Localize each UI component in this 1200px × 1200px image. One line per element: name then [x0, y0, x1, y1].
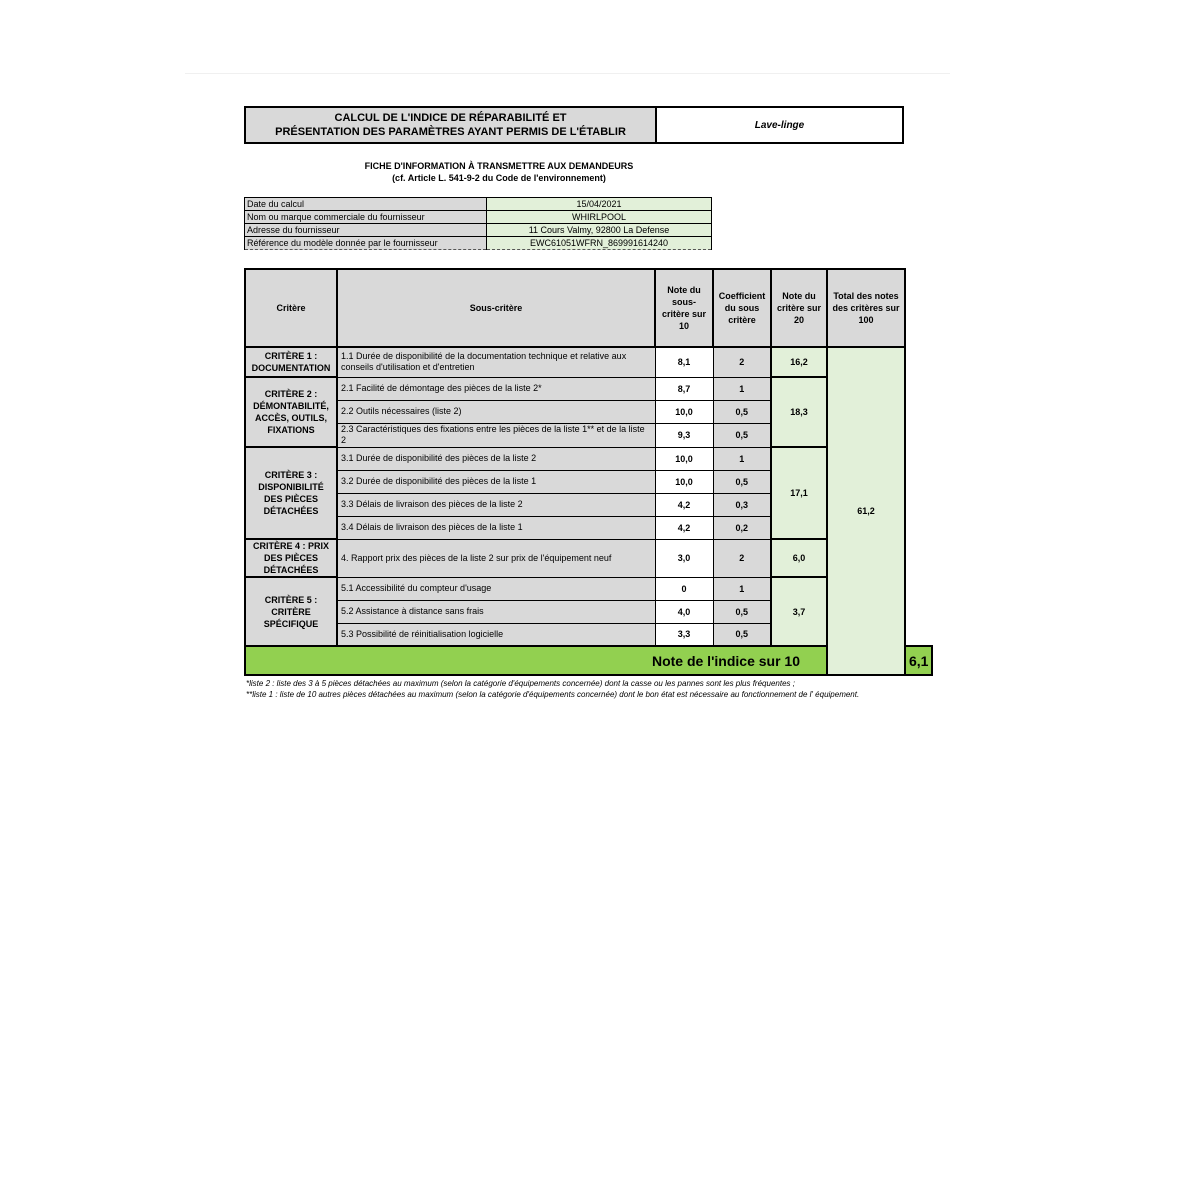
- subcriterion-label: 1.1 Durée de disponibilité de la documentation technique et relative aux conseils d'utilisation et d'entretien: [337, 347, 655, 377]
- final-score-label: Note de l'indice sur 10: [245, 646, 827, 675]
- subcriterion-note: 4,2: [655, 493, 713, 516]
- info-value: WHIRLPOOL: [487, 211, 712, 224]
- subcriterion-label: 3.3 Délais de livraison des pièces de la liste 2: [337, 493, 655, 516]
- subcriterion-label: 2.2 Outils nécessaires (liste 2): [337, 400, 655, 423]
- subcriterion-coef: 2: [713, 347, 771, 377]
- subcriterion-coef: 1: [713, 377, 771, 400]
- info-value: 11 Cours Valmy, 92800 La Defense: [487, 224, 712, 237]
- criterion-name: CRITÈRE 1 : DOCUMENTATION: [245, 347, 337, 377]
- subcriterion-coef: 0,5: [713, 470, 771, 493]
- subcriterion-coef: 1: [713, 447, 771, 470]
- criterion-name: CRITÈRE 2 : DÉMONTABILITÉ, ACCÈS, OUTILS, FIXATIONS: [245, 377, 337, 447]
- total-score: 61,2: [827, 347, 905, 675]
- subcriterion-note: 10,0: [655, 470, 713, 493]
- col-header-total: Total des notes des critères sur 100: [827, 269, 905, 347]
- subcriterion-coef: 1: [713, 577, 771, 600]
- footnotes: [246, 678, 906, 700]
- subcriterion-note: 3,0: [655, 539, 713, 577]
- col-header-critere: Critère: [245, 269, 337, 347]
- product-type: Lave-linge: [754, 119, 805, 131]
- subcriterion-note: 3,3: [655, 623, 713, 646]
- criterion-score: 16,2: [771, 347, 827, 377]
- subcriterion-note: 8,7: [655, 377, 713, 400]
- col-header-sous-critere: Sous-critère: [337, 269, 655, 347]
- subcriterion-coef: 0,5: [713, 423, 771, 447]
- subcriterion-label: 5.3 Possibilité de réinitialisation logicielle: [337, 623, 655, 646]
- info-label: Date du calcul: [245, 198, 487, 211]
- subcriterion-note: 4,0: [655, 600, 713, 623]
- subcriterion-coef: 0,5: [713, 600, 771, 623]
- info-row: [245, 237, 712, 250]
- criterion-name: CRITÈRE 3 : DISPONIBILITÉ DES PIÈCES DÉTACHÉES: [245, 447, 337, 539]
- subcriterion-note: 8,1: [655, 347, 713, 377]
- subcriterion-coef: 2: [713, 539, 771, 577]
- criterion-name: CRITÈRE 4 : PRIX DES PIÈCES DÉTACHÉES: [245, 539, 337, 577]
- subcriterion-coef: 0,5: [713, 400, 771, 423]
- subcriterion-note: 0: [655, 577, 713, 600]
- info-label: Adresse du fournisseur: [245, 224, 487, 237]
- criterion-score: 6,0: [771, 539, 827, 577]
- subcriterion-coef: 0,2: [713, 516, 771, 539]
- col-header-note-critere: Note du critère sur 20: [771, 269, 827, 347]
- subcriterion-label: 3.4 Délais de livraison des pièces de la liste 1: [337, 516, 655, 539]
- header-title: [246, 108, 657, 142]
- subcriterion-label: 3.1 Durée de disponibilité des pièces de la liste 2: [337, 447, 655, 470]
- footnote-liste-1: **liste 1 : liste de 10 autres pièces détachées au maximum (selon la catégorie d'équipements concernée) dont le bon état est nécessaire au fonctionnement de l' équipement.: [246, 690, 860, 699]
- info-value: EWC61051WFRN_869991614240: [487, 237, 712, 250]
- info-row: [245, 198, 712, 211]
- subcriterion-label: 2.1 Facilité de démontage des pièces de la liste 2*: [337, 377, 655, 400]
- table-row: [245, 347, 932, 377]
- footnote-liste-2: *liste 2 : liste des 3 à 5 pièces détachées au maximum (selon la catégorie d'équipements concernée) dont la casse ou les pannes sont les plus fréquentes ;: [246, 679, 795, 688]
- criterion-score: 17,1: [771, 447, 827, 539]
- col-header-note: Note du sous-critère sur 10: [655, 269, 713, 347]
- subcriterion-label: 2.3 Caractéristiques des fixations entre les pièces de la liste 1** et de la liste 2: [337, 423, 655, 447]
- subcriterion-note: 9,3: [655, 423, 713, 447]
- info-row: [245, 224, 712, 237]
- subcriterion-note: 4,2: [655, 516, 713, 539]
- info-row: [245, 211, 712, 224]
- subcriterion-note: 10,0: [655, 400, 713, 423]
- supplier-info-table: [244, 197, 712, 250]
- subcriterion-coef: 0,5: [713, 623, 771, 646]
- subcriterion-label: 5.1 Accessibilité du compteur d'usage: [337, 577, 655, 600]
- header-title-line2: PRÉSENTATION DES PARAMÈTRES AYANT PERMIS DE L'ÉTABLIR: [275, 126, 626, 138]
- criterion-score: 3,7: [771, 577, 827, 646]
- subheader-line1: FICHE D'INFORMATION À TRANSMETTRE AUX DEMANDEURS: [364, 161, 634, 171]
- header-title-line1: CALCUL DE L'INDICE DE RÉPARABILITÉ ET: [334, 112, 567, 124]
- info-value: 15/04/2021: [487, 198, 712, 211]
- subheader: [244, 160, 754, 184]
- subheader-line2: (cf. Article L. 541-9-2 du Code de l'environnement): [392, 173, 606, 183]
- score-table: [244, 268, 933, 676]
- subcriterion-label: 4. Rapport prix des pièces de la liste 2 sur prix de l'équipement neuf: [337, 539, 655, 577]
- col-header-coef: Coefficient du sous critère: [713, 269, 771, 347]
- info-label: Référence du modèle donnée par le fournisseur: [245, 237, 487, 250]
- criterion-name: CRITÈRE 5 : CRITÈRE SPÉCIFIQUE: [245, 577, 337, 646]
- info-label: Nom ou marque commerciale du fournisseur: [245, 211, 487, 224]
- subcriterion-note: 10,0: [655, 447, 713, 470]
- subcriterion-label: 3.2 Durée de disponibilité des pièces de la liste 1: [337, 470, 655, 493]
- table-header-row: [245, 269, 932, 347]
- subcriterion-coef: 0,3: [713, 493, 771, 516]
- page-top-rule: [185, 73, 950, 74]
- subcriterion-label: 5.2 Assistance à distance sans frais: [337, 600, 655, 623]
- final-score-value: 6,1: [905, 646, 932, 675]
- criterion-score: 18,3: [771, 377, 827, 447]
- document-header: [244, 106, 904, 144]
